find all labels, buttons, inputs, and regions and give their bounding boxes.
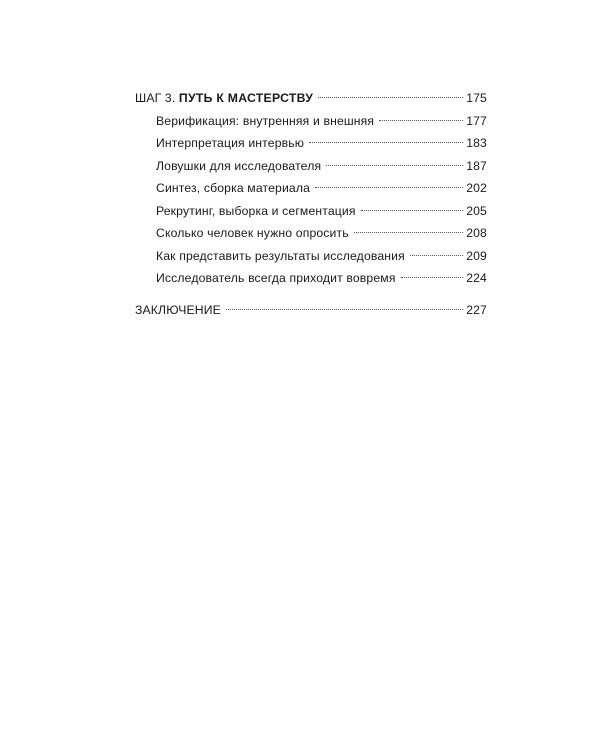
toc-chapter-title: ПУТЬ К МАСТЕРСТВУ	[178, 91, 314, 105]
toc-page-number: 227	[466, 302, 487, 317]
toc-leader-dots	[354, 232, 463, 233]
toc-leader-dots	[401, 277, 464, 278]
toc-chapter-row[interactable]	[135, 87, 487, 110]
toc-section-row[interactable]	[135, 155, 487, 178]
toc-page-number: 224	[466, 271, 487, 285]
toc-page-number: 175	[466, 91, 487, 105]
toc-section-title: Верификация: внутренняя и внешняя	[156, 113, 375, 128]
toc-section-title: Синтез, сборка материала	[156, 181, 311, 195]
toc-section-title: Сколько человек нужно опросить	[156, 226, 349, 240]
toc-section-title: Рекрутинг, выборка и сегментация	[156, 203, 356, 218]
toc-conclusion-title: ЗАКЛЮЧЕНИЕ	[135, 302, 221, 317]
toc-leader-dots	[379, 120, 463, 121]
toc-section-row[interactable]	[135, 222, 487, 245]
toc-page-number: 209	[466, 248, 487, 263]
toc-chapter-heading	[135, 87, 313, 110]
toc-section-row[interactable]	[135, 132, 487, 155]
toc-leader-dots	[326, 165, 463, 166]
toc-leader-dots	[410, 255, 463, 256]
toc-page-number: 205	[466, 203, 487, 218]
toc-section-title: Ловушки для исследователя	[156, 158, 322, 173]
toc-leader-dots	[315, 187, 463, 188]
toc-section-title: Как представить результаты исследования	[156, 248, 405, 263]
toc-page-number: 208	[466, 226, 487, 240]
toc-page-number: 177	[466, 113, 487, 128]
toc-chapter-prefix: ШАГ 3.	[135, 91, 176, 105]
toc-conclusion-row[interactable]	[135, 299, 487, 322]
toc-page-number: 187	[466, 158, 487, 173]
toc-leader-dots	[226, 309, 463, 310]
toc-page-number: 202	[466, 181, 487, 195]
toc-leader-dots	[361, 210, 464, 211]
toc-leader-dots	[309, 142, 463, 143]
toc-section-title: Интерпретация интервью	[156, 136, 305, 150]
toc-section-row[interactable]	[135, 110, 487, 133]
table-of-contents	[135, 87, 487, 321]
toc-section-row[interactable]	[135, 177, 487, 200]
toc-section-row[interactable]	[135, 245, 487, 268]
toc-leader-dots	[318, 97, 463, 98]
toc-section-row[interactable]	[135, 200, 487, 223]
toc-page-number: 183	[466, 136, 487, 150]
toc-section-row[interactable]	[135, 267, 487, 290]
toc-section-title: Исследователь всегда приходит вовремя	[156, 271, 396, 285]
